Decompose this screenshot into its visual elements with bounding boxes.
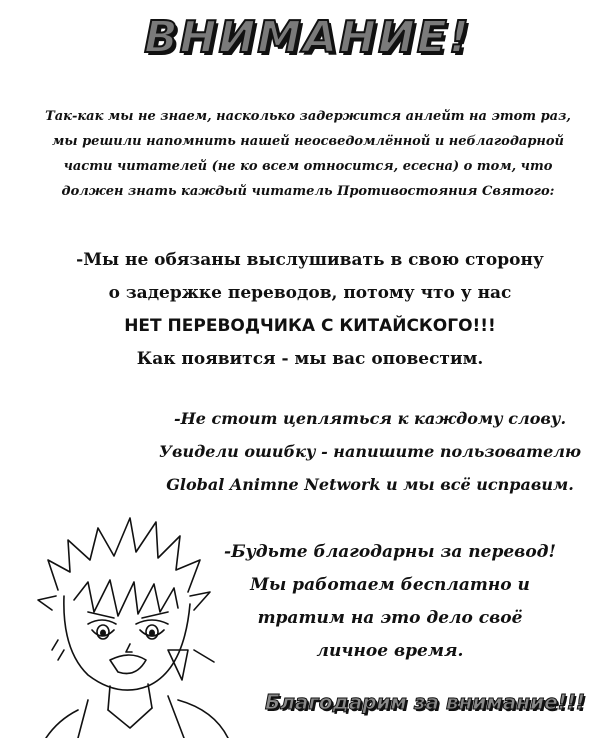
anime-boy-illustration xyxy=(18,500,258,738)
point-line: личное время. xyxy=(316,641,464,661)
point-line: Global Animne Network и мы всё исправим. xyxy=(166,475,574,494)
intro-line: мы решили напомнить нашей неосведомлённой и неблагодарной xyxy=(51,134,565,149)
point-line: -Будьте благодарны за перевод! xyxy=(224,542,556,562)
point-line: -Не стоит цепляться к каждому слову. xyxy=(173,409,567,428)
point-line: тратим на это дело своё xyxy=(257,608,523,628)
point-line-emphasis: НЕТ ПЕРЕВОДЧИКА С КИТАЙСКОГО!!! xyxy=(124,316,496,336)
intro-line: должен знать каждый читатель Противостояния Святого: xyxy=(61,184,555,199)
intro-line: части читателей (не ко всем относится, есесна) о том, что xyxy=(63,159,553,174)
point-line: о задержке переводов, потому что у нас xyxy=(108,283,512,303)
point-line: Как появится - мы вас оповестим. xyxy=(136,349,484,369)
point-line: Увидели ошибку - напишите пользователю xyxy=(158,442,582,461)
thanks-footer: Благодарим за внимание!!! xyxy=(264,690,586,714)
notice-title: ВНИМАНИЕ! xyxy=(144,12,471,63)
point-no-translator xyxy=(40,244,580,376)
point-report-errors xyxy=(150,402,590,501)
point-line: -Мы не обязаны выслушивать в свою сторону xyxy=(76,250,544,270)
intro-paragraph xyxy=(28,104,588,204)
point-line: Мы работаем бесплатно и xyxy=(250,575,530,595)
intro-line: Так-как мы не знаем, насколько задержится анлейт на этот раз, xyxy=(45,109,571,124)
